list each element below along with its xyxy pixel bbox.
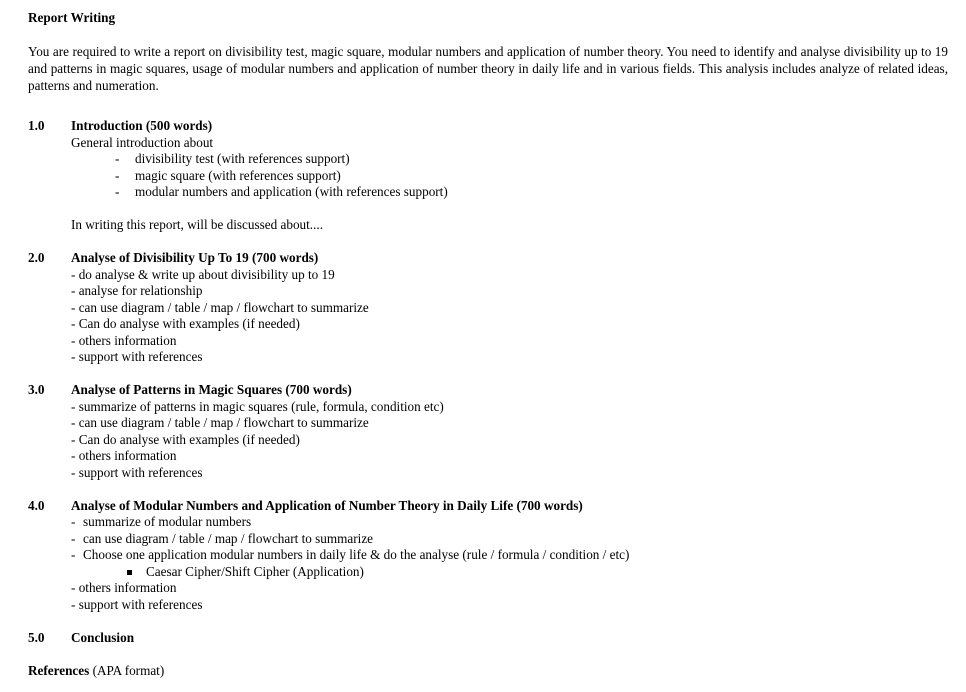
section-line: - analyse for relationship: [71, 283, 203, 298]
section-heading: Analyse of Divisibility Up To 19 (700 words): [71, 250, 319, 265]
section-line: - support with references: [71, 349, 203, 364]
section-line: - do analyse & write up about divisibility up to 19: [71, 266, 335, 282]
square-bullet-icon: [127, 570, 132, 575]
section-line: - Can do analyse with examples (if needed): [71, 316, 300, 331]
section-line: - support with references: [71, 464, 203, 480]
list-item-text: modular numbers and application (with references support): [135, 184, 448, 199]
section-introduction: [28, 118, 948, 234]
list-item-text: can use diagram / table / map / flowchart to summarize: [83, 530, 374, 546]
section-heading: Conclusion: [71, 629, 135, 645]
list-item: [71, 531, 948, 548]
section-magic-squares: [28, 382, 948, 481]
list-item-text: summarize of modular numbers: [83, 514, 252, 529]
list-item: [71, 168, 948, 185]
references-label: References: [28, 662, 90, 678]
list-item: [71, 151, 948, 168]
list-item-text: divisibility test (with references support): [135, 151, 350, 166]
section-lead: General introduction about: [71, 134, 214, 150]
section-closing: In writing this report, will be discussed about....: [71, 217, 323, 232]
list-item: [71, 547, 948, 564]
dash-marker: -: [71, 530, 76, 546]
dash-marker: -: [71, 547, 76, 562]
section-line: - can use diagram / table / map / flowchart to summarize: [71, 415, 369, 430]
list-item: [71, 184, 948, 201]
dash-marker: -: [115, 184, 120, 199]
section-line: - others information: [71, 448, 177, 463]
list-item: [71, 514, 948, 531]
intro-paragraph: You are required to write a report on divisibility test, magic square, modular numbers and application of number theory. You need to identify and analyse divisibility up to 19 and patterns in magic squares, usage of modular numbers and application of number theory in daily life and in various fields. This analysis includes analyze of related ideas, patterns and numeration.: [28, 44, 948, 93]
section-line: - others information: [71, 580, 177, 595]
sub-list-item-text: Caesar Cipher/Shift Cipher (Application): [146, 563, 364, 579]
section-line: - Can do analyse with examples (if needed): [71, 431, 300, 447]
section-line: - summarize of patterns in magic squares (rule, formula, condition etc): [71, 398, 444, 414]
section-modular-numbers: [28, 498, 948, 614]
section-heading: Analyse of Modular Numbers and Application of Number Theory in Daily Life (700 words): [71, 497, 583, 513]
section-number: 2.0: [28, 250, 45, 265]
section-line: - others information: [71, 332, 177, 348]
section-number: 1.0: [28, 118, 45, 133]
section-line: - support with references: [71, 596, 203, 612]
section-heading: Analyse of Patterns in Magic Squares (700 words): [71, 382, 352, 397]
references-line: [28, 663, 948, 680]
section-heading: Introduction (500 words): [71, 118, 213, 133]
section-number: 4.0: [28, 497, 45, 513]
document-title: Report Writing: [28, 10, 116, 25]
dash-marker: -: [71, 514, 76, 529]
dash-marker: -: [115, 151, 120, 166]
sub-list-item: [71, 564, 948, 581]
list-item-text: Choose one application modular numbers in daily life & do the analyse (rule / formula / condition / etc): [83, 547, 630, 562]
references-note: (APA format): [89, 662, 165, 678]
document-page: [28, 9, 948, 679]
section-conclusion: [28, 630, 948, 647]
section-line: - can use diagram / table / map / flowchart to summarize: [71, 299, 369, 315]
section-number: 3.0: [28, 382, 45, 397]
dash-marker: -: [115, 167, 120, 183]
section-divisibility: [28, 250, 948, 366]
list-item-text: magic square (with references support): [135, 167, 341, 183]
section-number: 5.0: [28, 629, 45, 645]
